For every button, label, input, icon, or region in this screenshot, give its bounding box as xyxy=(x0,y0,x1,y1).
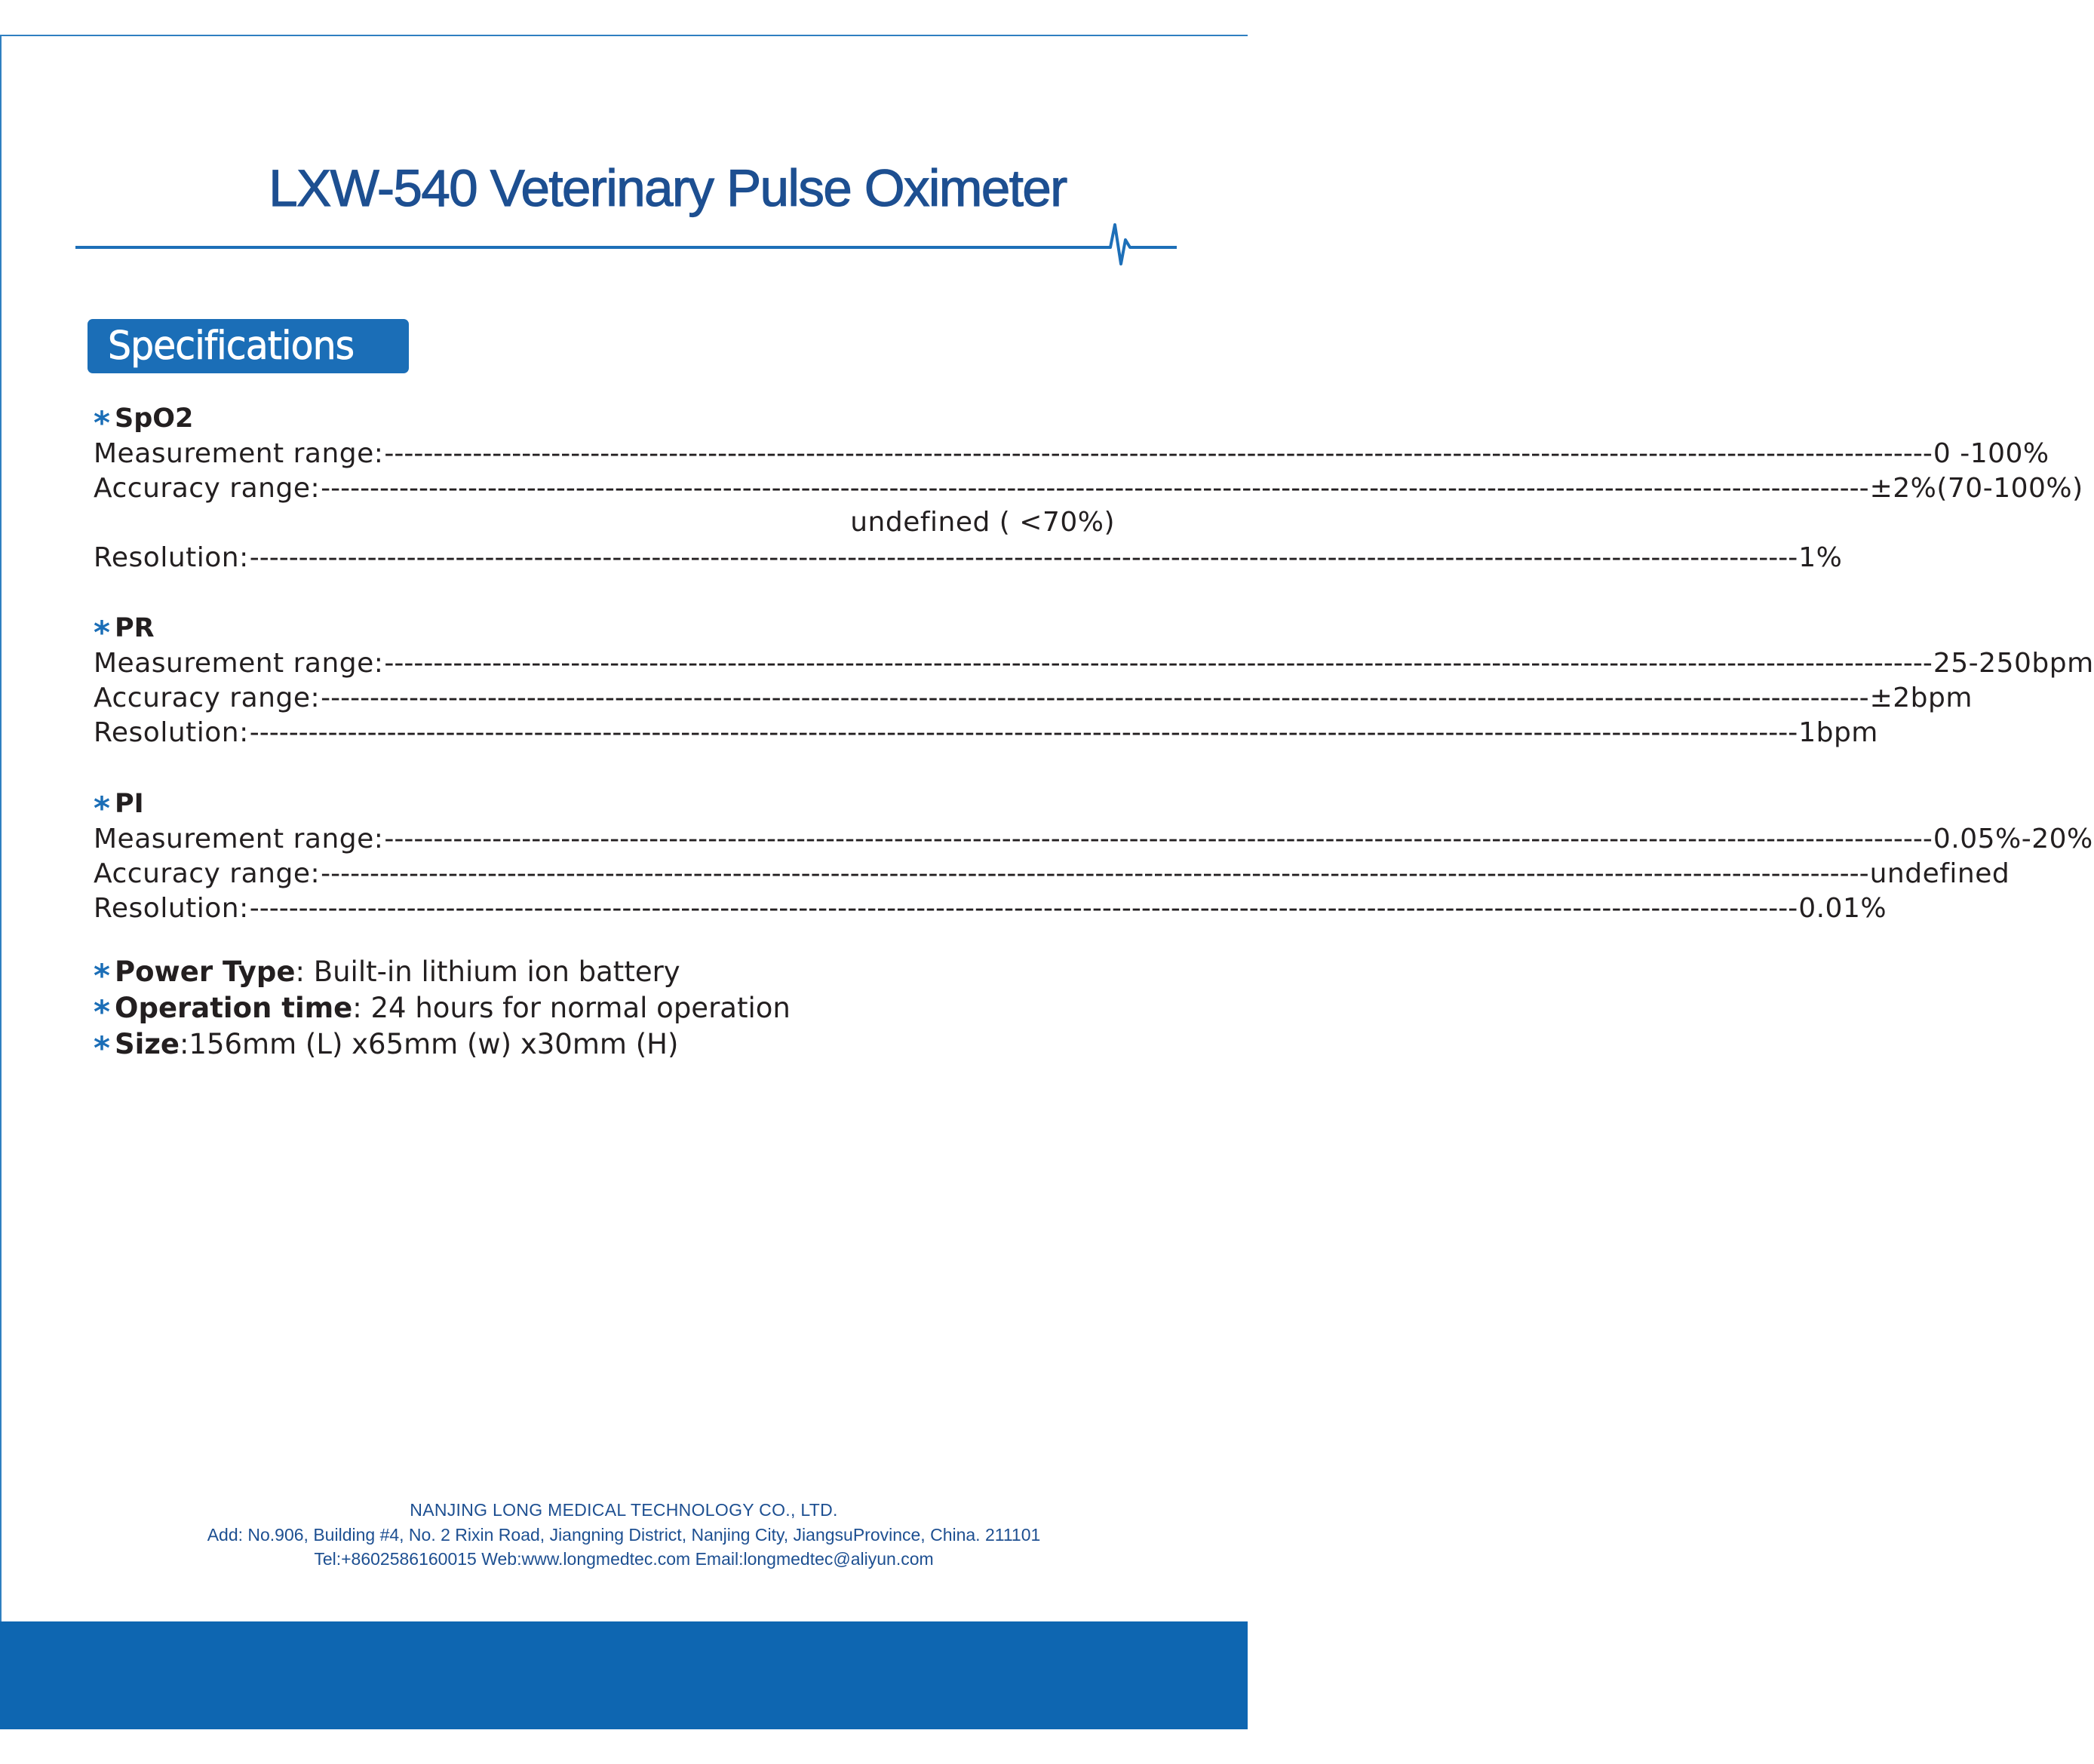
dash-leader: -------------------------------------------------------------------------------------------------------------------------------------------------------------- xyxy=(384,437,1933,469)
asterisk-icon: * xyxy=(94,993,110,1030)
asterisk-icon: * xyxy=(94,790,110,827)
dash-leader: -------------------------------------------------------------------------------------------------------------------------------------------------------------- xyxy=(321,472,1869,504)
dash-leader: -------------------------------------------------------------------------------------------------------------------------------------------------------------- xyxy=(249,716,1798,748)
row-label: Accuracy range: xyxy=(94,857,321,889)
operation-time-line xyxy=(94,990,791,1030)
page-frame-top xyxy=(0,35,1248,36)
operation-time-label: Operation time xyxy=(115,991,353,1024)
spo2-group xyxy=(94,401,2083,573)
dash-leader: -------------------------------------------------------------------------------------------------------------------------------------------------------------- xyxy=(384,647,1933,679)
row-label: Accuracy range: xyxy=(94,682,321,713)
row-label: Resolution: xyxy=(94,541,249,573)
specifications-badge xyxy=(88,319,409,373)
asterisk-icon: * xyxy=(94,614,110,651)
size-line xyxy=(94,1026,679,1066)
footer-company: NANJING LONG MEDICAL TECHNOLOGY CO., LTD. xyxy=(410,1500,838,1520)
spo2-heading xyxy=(94,401,1124,441)
row-label: Accuracy range: xyxy=(94,472,321,504)
operation-time-value: : 24 hours for normal operation xyxy=(352,991,791,1024)
pr-measurement-row xyxy=(94,646,2094,680)
asterisk-icon: * xyxy=(94,957,110,994)
row-label: Resolution: xyxy=(94,892,249,924)
heartbeat-rule-icon xyxy=(75,219,1177,268)
spo2-accuracy-row xyxy=(94,471,2083,505)
row-label: Measurement range: xyxy=(94,823,384,854)
spo2-accuracy-subvalue: undefined ( <70%) xyxy=(850,507,1115,538)
power-type-value: : Built-in lithium ion battery xyxy=(295,955,680,988)
pr-accuracy-row xyxy=(94,680,1973,715)
specifications-heading: Specifications xyxy=(108,324,355,369)
page-frame-left xyxy=(0,35,2,1621)
pi-resolution-row xyxy=(94,891,1887,925)
asterisk-icon: * xyxy=(94,1029,110,1066)
row-value: 0 -100% xyxy=(1933,437,2049,469)
row-label: Measurement range: xyxy=(94,437,384,469)
pi-group xyxy=(94,787,2093,924)
pr-heading xyxy=(94,611,1124,651)
pi-accuracy-row xyxy=(94,856,2010,891)
size-label: Size xyxy=(115,1027,180,1060)
footer-contact: Tel:+8602586160015 Web:www.longmedtec.com Email:longmedtec@aliyun.com xyxy=(314,1549,934,1569)
row-value: undefined xyxy=(1869,857,2010,889)
dash-leader: -------------------------------------------------------------------------------------------------------------------------------------------------------------- xyxy=(249,892,1798,924)
dash-leader: -------------------------------------------------------------------------------------------------------------------------------------------------------------- xyxy=(321,682,1869,713)
spo2-heading-text: SpO2 xyxy=(115,403,194,434)
pr-group xyxy=(94,611,2094,748)
spo2-measurement-row xyxy=(94,436,2049,471)
power-type-line xyxy=(94,954,680,994)
page-title: LXW-540 Veterinary Pulse Oximeter xyxy=(269,159,1067,217)
row-value: 0.01% xyxy=(1798,892,1887,924)
pi-measurement-row xyxy=(94,821,2093,856)
size-value: :156mm (L) x65mm (w) x30mm (H) xyxy=(179,1027,679,1060)
dash-leader: -------------------------------------------------------------------------------------------------------------------------------------------------------------- xyxy=(384,823,1933,854)
spo2-resolution-row xyxy=(94,540,1843,575)
row-value: ±2%(70-100%) xyxy=(1869,472,2083,504)
bottom-band xyxy=(0,1621,1248,1729)
row-value: ±2bpm xyxy=(1869,682,1973,713)
row-value: 1bpm xyxy=(1798,716,1878,748)
pr-heading-text: PR xyxy=(115,613,155,643)
row-value: 1% xyxy=(1798,541,1843,573)
power-type-label: Power Type xyxy=(115,955,296,988)
pi-heading xyxy=(94,787,1124,827)
dash-leader: -------------------------------------------------------------------------------------------------------------------------------------------------------------- xyxy=(249,541,1798,573)
footer-address: Add: No.906, Building #4, No. 2 Rixin Road, Jiangning District, Nanjing City, JiangsuProvince, China. 211101 xyxy=(207,1525,1041,1545)
pr-resolution-row xyxy=(94,715,1878,750)
row-value: 25-250bpm xyxy=(1933,647,2094,679)
row-value: 0.05%-20% xyxy=(1933,823,2093,854)
row-label: Resolution: xyxy=(94,716,249,748)
dash-leader: -------------------------------------------------------------------------------------------------------------------------------------------------------------- xyxy=(321,857,1869,889)
asterisk-icon: * xyxy=(94,404,110,441)
pi-heading-text: PI xyxy=(115,789,144,819)
row-label: Measurement range: xyxy=(94,647,384,679)
